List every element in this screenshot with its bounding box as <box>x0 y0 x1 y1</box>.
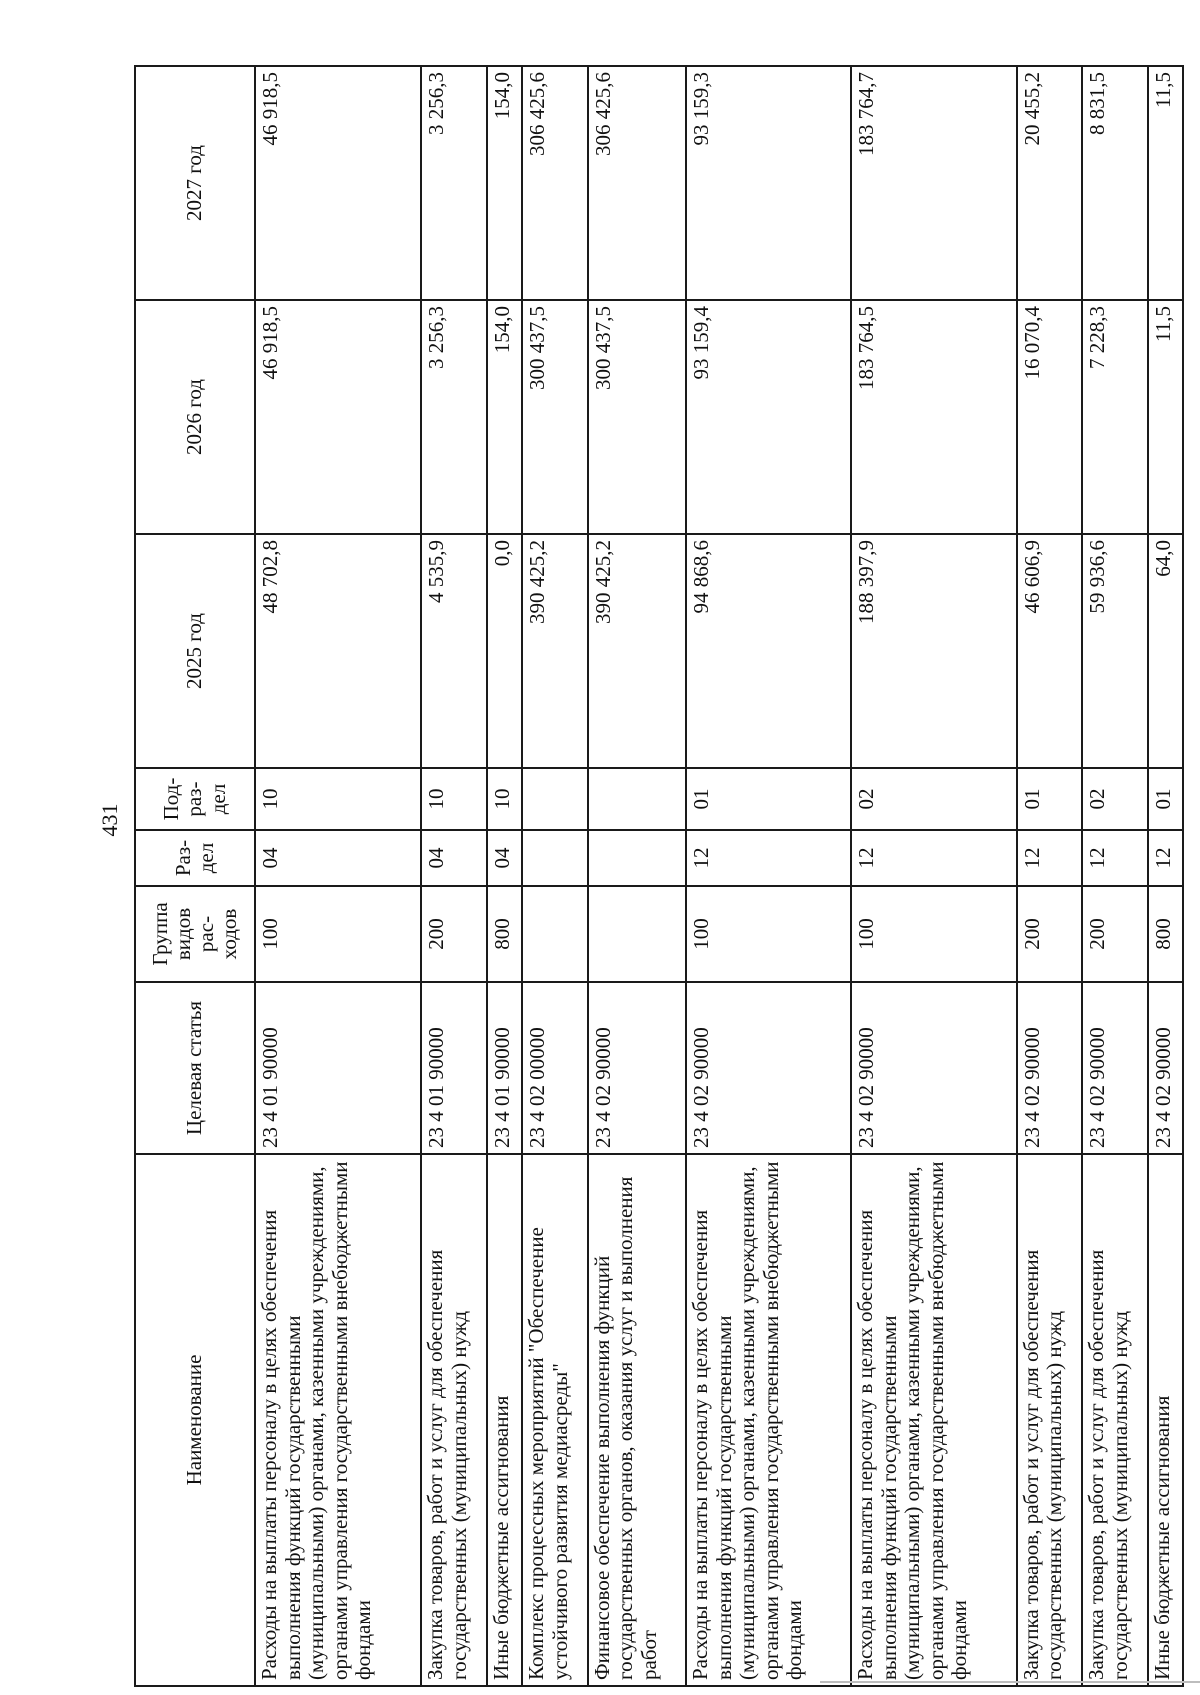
table-row <box>1082 66 1148 1686</box>
cell-subsection <box>588 768 686 830</box>
cell-2025: 188 397,9 <box>851 534 1016 768</box>
cell-subsection: 01 <box>1017 768 1083 830</box>
cell-name: Расходы на выплаты персоналу в целях обеспечения выполнения функций государственными (муниципальными) органами, казенными учреждениями, органами управления государственными внебюджетными фондами <box>255 1154 421 1686</box>
cell-name: Финансовое обеспечение выполнения функций государственных органов, оказания услуг и выполнения работ <box>588 1154 686 1686</box>
cell-2027: 306 425,6 <box>522 66 588 300</box>
cell-section <box>522 830 588 886</box>
cell-name: Расходы на выплаты персоналу в целях обеспечения выполнения функций государственными (муниципальными) органами, казенными учреждениями, органами управления государственными внебюджетными фондами <box>686 1154 851 1686</box>
cell-name: Закупка товаров, работ и услуг для обеспечения государственных (муниципальных) нужд <box>1082 1154 1148 1686</box>
cell-target: 23 4 01 90000 <box>255 982 421 1154</box>
cell-2027: 154,0 <box>487 66 522 300</box>
table-row <box>686 66 851 1686</box>
table-row <box>255 66 421 1686</box>
scan-artifact-line <box>820 1681 1200 1683</box>
cell-section: 12 <box>686 830 851 886</box>
cell-name: Закупка товаров, работ и услуг для обеспечения государственных (муниципальных) нужд <box>421 1154 487 1686</box>
cell-target: 23 4 02 90000 <box>686 982 851 1154</box>
table-row <box>522 66 588 1686</box>
table-row <box>1148 66 1183 1686</box>
cell-section: 12 <box>1082 830 1148 886</box>
cell-section <box>588 830 686 886</box>
cell-name: Иные бюджетные ассигнования <box>1148 1154 1183 1686</box>
cell-target: 23 4 02 90000 <box>1017 982 1083 1154</box>
budget-table <box>134 65 1184 1687</box>
cell-2025: 46 606,9 <box>1017 534 1083 768</box>
cell-target: 23 4 02 90000 <box>1082 982 1148 1154</box>
cell-2026: 11,5 <box>1148 300 1183 534</box>
header-target: Целевая статья <box>135 982 255 1154</box>
header-2025: 2025 год <box>135 534 255 768</box>
table-row <box>421 66 487 1686</box>
page-number: 431 <box>97 803 122 837</box>
cell-section: 04 <box>255 830 421 886</box>
cell-2027: 306 425,6 <box>588 66 686 300</box>
cell-2026: 300 437,5 <box>588 300 686 534</box>
cell-name: Расходы на выплаты персоналу в целях обеспечения выполнения функций государственными (муниципальными) органами, казенными учреждениями, органами управления государственными внебюджетными фондами <box>851 1154 1016 1686</box>
header-name: Наименование <box>135 1154 255 1686</box>
cell-2027: 183 764,7 <box>851 66 1016 300</box>
cell-group: 100 <box>851 886 1016 982</box>
budget-table-container <box>134 67 1184 1687</box>
cell-group: 800 <box>1148 886 1183 982</box>
cell-target: 23 4 02 00000 <box>522 982 588 1154</box>
cell-target: 23 4 01 90000 <box>487 982 522 1154</box>
cell-2025: 64,0 <box>1148 534 1183 768</box>
cell-section: 12 <box>1148 830 1183 886</box>
cell-subsection: 10 <box>421 768 487 830</box>
cell-group: 200 <box>1017 886 1083 982</box>
cell-target: 23 4 02 90000 <box>1148 982 1183 1154</box>
cell-2025: 48 702,8 <box>255 534 421 768</box>
cell-2026: 16 070,4 <box>1017 300 1083 534</box>
cell-2026: 154,0 <box>487 300 522 534</box>
cell-group <box>588 886 686 982</box>
cell-2026: 300 437,5 <box>522 300 588 534</box>
cell-group: 100 <box>255 886 421 982</box>
cell-name: Комплекс процессных мероприятий "Обеспечение устойчивого развития медиасреды" <box>522 1154 588 1686</box>
cell-group: 200 <box>421 886 487 982</box>
cell-2027: 93 159,3 <box>686 66 851 300</box>
cell-2027: 11,5 <box>1148 66 1183 300</box>
cell-2026: 183 764,5 <box>851 300 1016 534</box>
cell-subsection: 02 <box>1082 768 1148 830</box>
header-2026: 2026 год <box>135 300 255 534</box>
cell-subsection: 01 <box>686 768 851 830</box>
cell-name: Иные бюджетные ассигнования <box>487 1154 522 1686</box>
cell-2025: 390 425,2 <box>588 534 686 768</box>
cell-2025: 0,0 <box>487 534 522 768</box>
header-subsection: Под-раз-дел <box>135 768 255 830</box>
table-row <box>487 66 522 1686</box>
cell-2027: 20 455,2 <box>1017 66 1083 300</box>
cell-2025: 390 425,2 <box>522 534 588 768</box>
cell-subsection <box>522 768 588 830</box>
cell-2026: 3 256,3 <box>421 300 487 534</box>
cell-2026: 7 228,3 <box>1082 300 1148 534</box>
cell-subsection: 10 <box>255 768 421 830</box>
cell-name: Закупка товаров, работ и услуг для обеспечения государственных (муниципальных) нужд <box>1017 1154 1083 1686</box>
cell-subsection: 01 <box>1148 768 1183 830</box>
table-row <box>588 66 686 1686</box>
cell-group <box>522 886 588 982</box>
cell-subsection: 10 <box>487 768 522 830</box>
header-2027: 2027 год <box>135 66 255 300</box>
header-row <box>135 66 255 1686</box>
cell-2027: 3 256,3 <box>421 66 487 300</box>
cell-section: 12 <box>851 830 1016 886</box>
cell-2025: 59 936,6 <box>1082 534 1148 768</box>
cell-target: 23 4 02 90000 <box>588 982 686 1154</box>
header-section: Раз-дел <box>135 830 255 886</box>
table-row <box>851 66 1016 1686</box>
cell-group: 200 <box>1082 886 1148 982</box>
cell-2027: 8 831,5 <box>1082 66 1148 300</box>
cell-2026: 46 918,5 <box>255 300 421 534</box>
cell-2027: 46 918,5 <box>255 66 421 300</box>
cell-group: 800 <box>487 886 522 982</box>
cell-section: 04 <box>421 830 487 886</box>
header-group: Группа видов рас-ходов <box>135 886 255 982</box>
cell-section: 12 <box>1017 830 1083 886</box>
table-row <box>1017 66 1083 1686</box>
cell-target: 23 4 02 90000 <box>851 982 1016 1154</box>
cell-subsection: 02 <box>851 768 1016 830</box>
cell-2025: 4 535,9 <box>421 534 487 768</box>
cell-2025: 94 868,6 <box>686 534 851 768</box>
cell-target: 23 4 01 90000 <box>421 982 487 1154</box>
cell-2026: 93 159,4 <box>686 300 851 534</box>
cell-group: 100 <box>686 886 851 982</box>
cell-section: 04 <box>487 830 522 886</box>
